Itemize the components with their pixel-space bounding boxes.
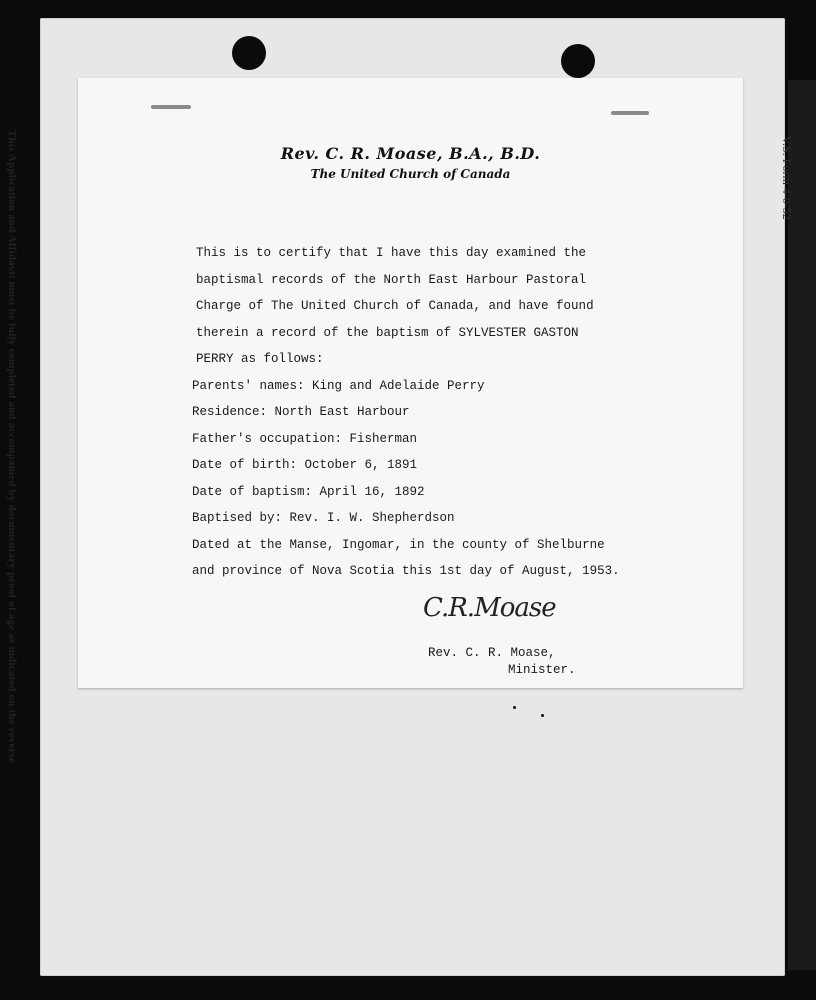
baptism-date-line: Date of baptism: April 16, 1892 <box>192 484 425 499</box>
certificate-line: PERRY as follows: <box>196 352 324 366</box>
parents-line: Parents' names: King and Adelaide Perry <box>192 378 485 393</box>
staple-right <box>611 111 649 115</box>
certificate-line: baptismal records of the North East Harbour Pastoral <box>196 272 587 287</box>
certificate-line: therein a record of the baptism of SYLVESTER GASTON <box>196 325 579 340</box>
residence-line: Residence: North East Harbour <box>192 405 410 419</box>
signer-title: Minister. <box>508 663 576 677</box>
handwritten-signature: C.R.Moase <box>423 593 556 623</box>
letterhead-name: Rev. C. R. Moase, B.A., B.D. <box>280 144 541 163</box>
letterhead-church: The United Church of Canada <box>310 167 511 181</box>
signer-name: Rev. C. R. Moase, <box>428 646 556 660</box>
baptised-by-line: Baptised by: Rev. I. W. Shepherdson <box>192 511 455 525</box>
province-line: and province of Nova Scotia this 1st day of August, 1953. <box>192 564 620 578</box>
birth-date-line: Date of birth: October 6, 1891 <box>192 458 418 472</box>
form-number: V.S. Form 4-0-52 <box>780 136 794 220</box>
certificate-line: This is to certify that I have this day examined the <box>196 246 587 260</box>
dated-line: Dated at the Manse, Ingomar, in the county of Shelburne <box>192 537 605 552</box>
certificate-line: Charge of The United Church of Canada, and have found <box>196 299 594 313</box>
speck <box>541 714 544 717</box>
punch-hole-left <box>232 36 266 70</box>
signature-block <box>428 645 576 679</box>
occupation-line: Father's occupation: Fisherman <box>192 431 418 446</box>
certificate-body <box>192 240 716 585</box>
certificate-letter <box>78 78 743 688</box>
punch-hole-right <box>561 44 595 78</box>
speck <box>513 706 516 709</box>
vertical-instruction-text: This Application and Affidavit must be fully completed and accompanied by documentary proof of age as indicated on the reverse <box>6 130 18 764</box>
letterhead <box>78 144 743 181</box>
staple-left <box>151 105 191 109</box>
